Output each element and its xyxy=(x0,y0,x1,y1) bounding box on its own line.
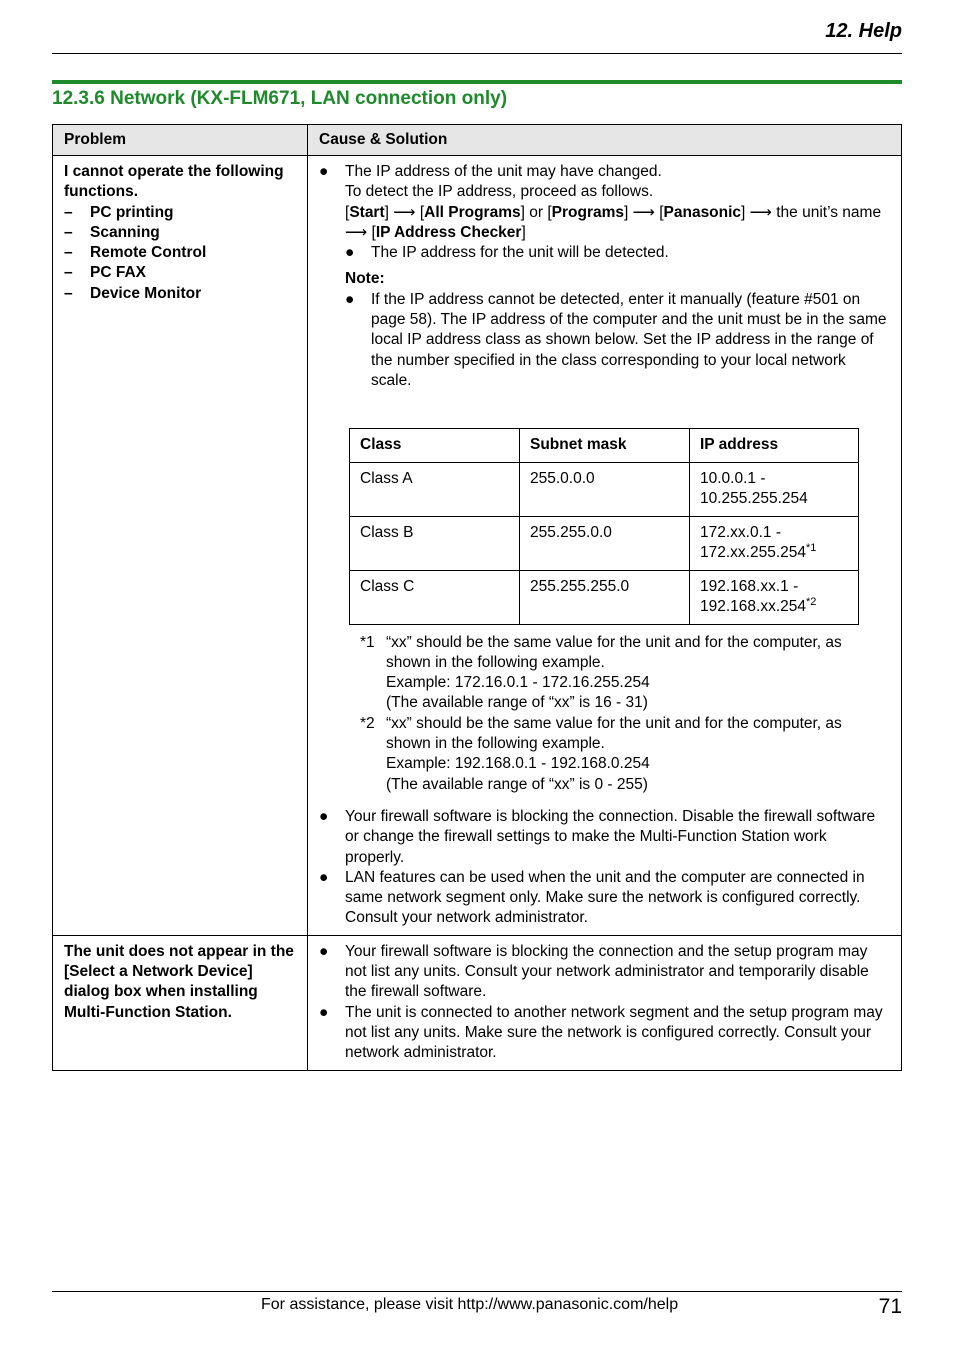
problem-header: Problem xyxy=(53,125,308,156)
arrow-icon: ⟶ xyxy=(632,203,655,221)
list-item: ● Your firewall software is blocking the connection and the setup program may not list any units. Consult your network administrator and temporarily disable the firewall software. xyxy=(319,942,890,1003)
section-title: 12.3.6 Network (KX-FLM671, LAN connection only) xyxy=(52,88,508,109)
arrow-icon: ⟶ xyxy=(393,203,416,221)
cause-cell xyxy=(308,156,902,936)
problem-cell: The unit does not appear in the [Select a Network Device] dialog box when installing Multi-Function Station. xyxy=(53,935,308,1070)
bullet-icon: ● xyxy=(319,1003,329,1021)
troubleshooting-table xyxy=(52,124,902,1071)
bullet-icon: ● xyxy=(345,290,355,308)
menu-path: [Start] ⟶ [All Programs] or [Programs] ⟶ [Panasonic] ⟶ the unit’s name ⟶ [IP Address Checker] xyxy=(345,203,882,241)
footnote: *2 “xx” should be the same value for the unit and for the computer, as shown in the following example. Example: 192.168.0.1 - 192.168.0.254 (The available range of “xx” is 0 - 255) xyxy=(360,714,842,793)
footnote-ref: *1 xyxy=(806,541,817,554)
table-row xyxy=(53,935,902,1070)
table-row: Class C 255.255.255.0 192.168.xx.1 - 192.168.xx.254$^{*2}$ xyxy=(350,570,859,624)
bullet-icon: ● xyxy=(319,868,329,886)
ip-class-table xyxy=(349,428,859,624)
table-header-row: Class Subnet mask IP address xyxy=(350,429,859,462)
footer-rule xyxy=(52,1291,902,1292)
footnote-ref: *2 xyxy=(806,595,817,608)
arrow-icon: ⟶ xyxy=(345,223,368,241)
cause-header: Cause & Solution xyxy=(308,125,902,156)
section-bar xyxy=(52,80,902,84)
cause-cell xyxy=(308,935,902,1070)
function-item: – PC FAX xyxy=(64,264,146,282)
cause-text: To detect the IP address, proceed as follows. xyxy=(345,183,654,201)
table-header-row xyxy=(53,125,902,156)
bullet-icon: ● xyxy=(319,163,329,180)
function-item: – Remote Control xyxy=(64,244,207,262)
cause-text: The IP address of the unit may have changed. xyxy=(345,163,662,180)
function-item: – Scanning xyxy=(64,223,160,241)
bullet-icon: ● xyxy=(319,942,329,960)
list-item: ● Your firewall software is blocking the connection. Disable the firewall software or change the firewall settings to make the Multi-Function Station work properly. xyxy=(319,807,890,868)
function-item: – Device Monitor xyxy=(64,284,202,302)
note-item: ● If the IP address cannot be detected, enter it manually (feature #501 on page 58). The IP address of the computer and the unit must be in the same local IP address class as shown below. Set the IP address in the range of the number specified in the class corresponding to your local network scale. xyxy=(319,290,890,391)
header-rule xyxy=(52,53,902,54)
bullet-icon: ● xyxy=(319,807,329,825)
bullet-icon: ● xyxy=(345,244,355,262)
problem-cell xyxy=(53,156,308,936)
problem-title: I cannot operate the following functions. xyxy=(64,163,284,201)
table-row: Class A 255.0.0.0 10.0.0.1 - 10.255.255.254 xyxy=(350,462,859,516)
page-number: 71 xyxy=(878,1295,902,1318)
table-row: Class B 255.255.0.0 172.xx.0.1 - 172.xx.255.254$^{*1}$ xyxy=(350,516,859,570)
list-item: ● LAN features can be used when the unit and the computer are connected in same network segment only. Make sure the network is configured correctly. Consult your network administrator. xyxy=(319,868,890,929)
function-item: – PC printing xyxy=(64,203,174,221)
note-label: Note: xyxy=(345,270,385,288)
sub-item: ● The IP address for the unit will be detected. xyxy=(319,243,890,263)
footer-text: For assistance, please visit http://www.panasonic.com/help xyxy=(261,1296,679,1313)
footnote: *1 “xx” should be the same value for the unit and for the computer, as shown in the following example. Example: 172.16.0.1 - 172.16.255.254 (The available range of “xx” is 16 - 31) xyxy=(360,633,842,712)
arrow-icon: ⟶ xyxy=(749,203,772,221)
table-row xyxy=(53,156,902,936)
list-item xyxy=(319,162,890,243)
chapter-heading: 12. Help xyxy=(825,20,902,42)
list-item: ● The unit is connected to another network segment and the setup program may not list any units. Make sure the network is configured correctly. Consult your network administrator. xyxy=(319,1003,890,1064)
